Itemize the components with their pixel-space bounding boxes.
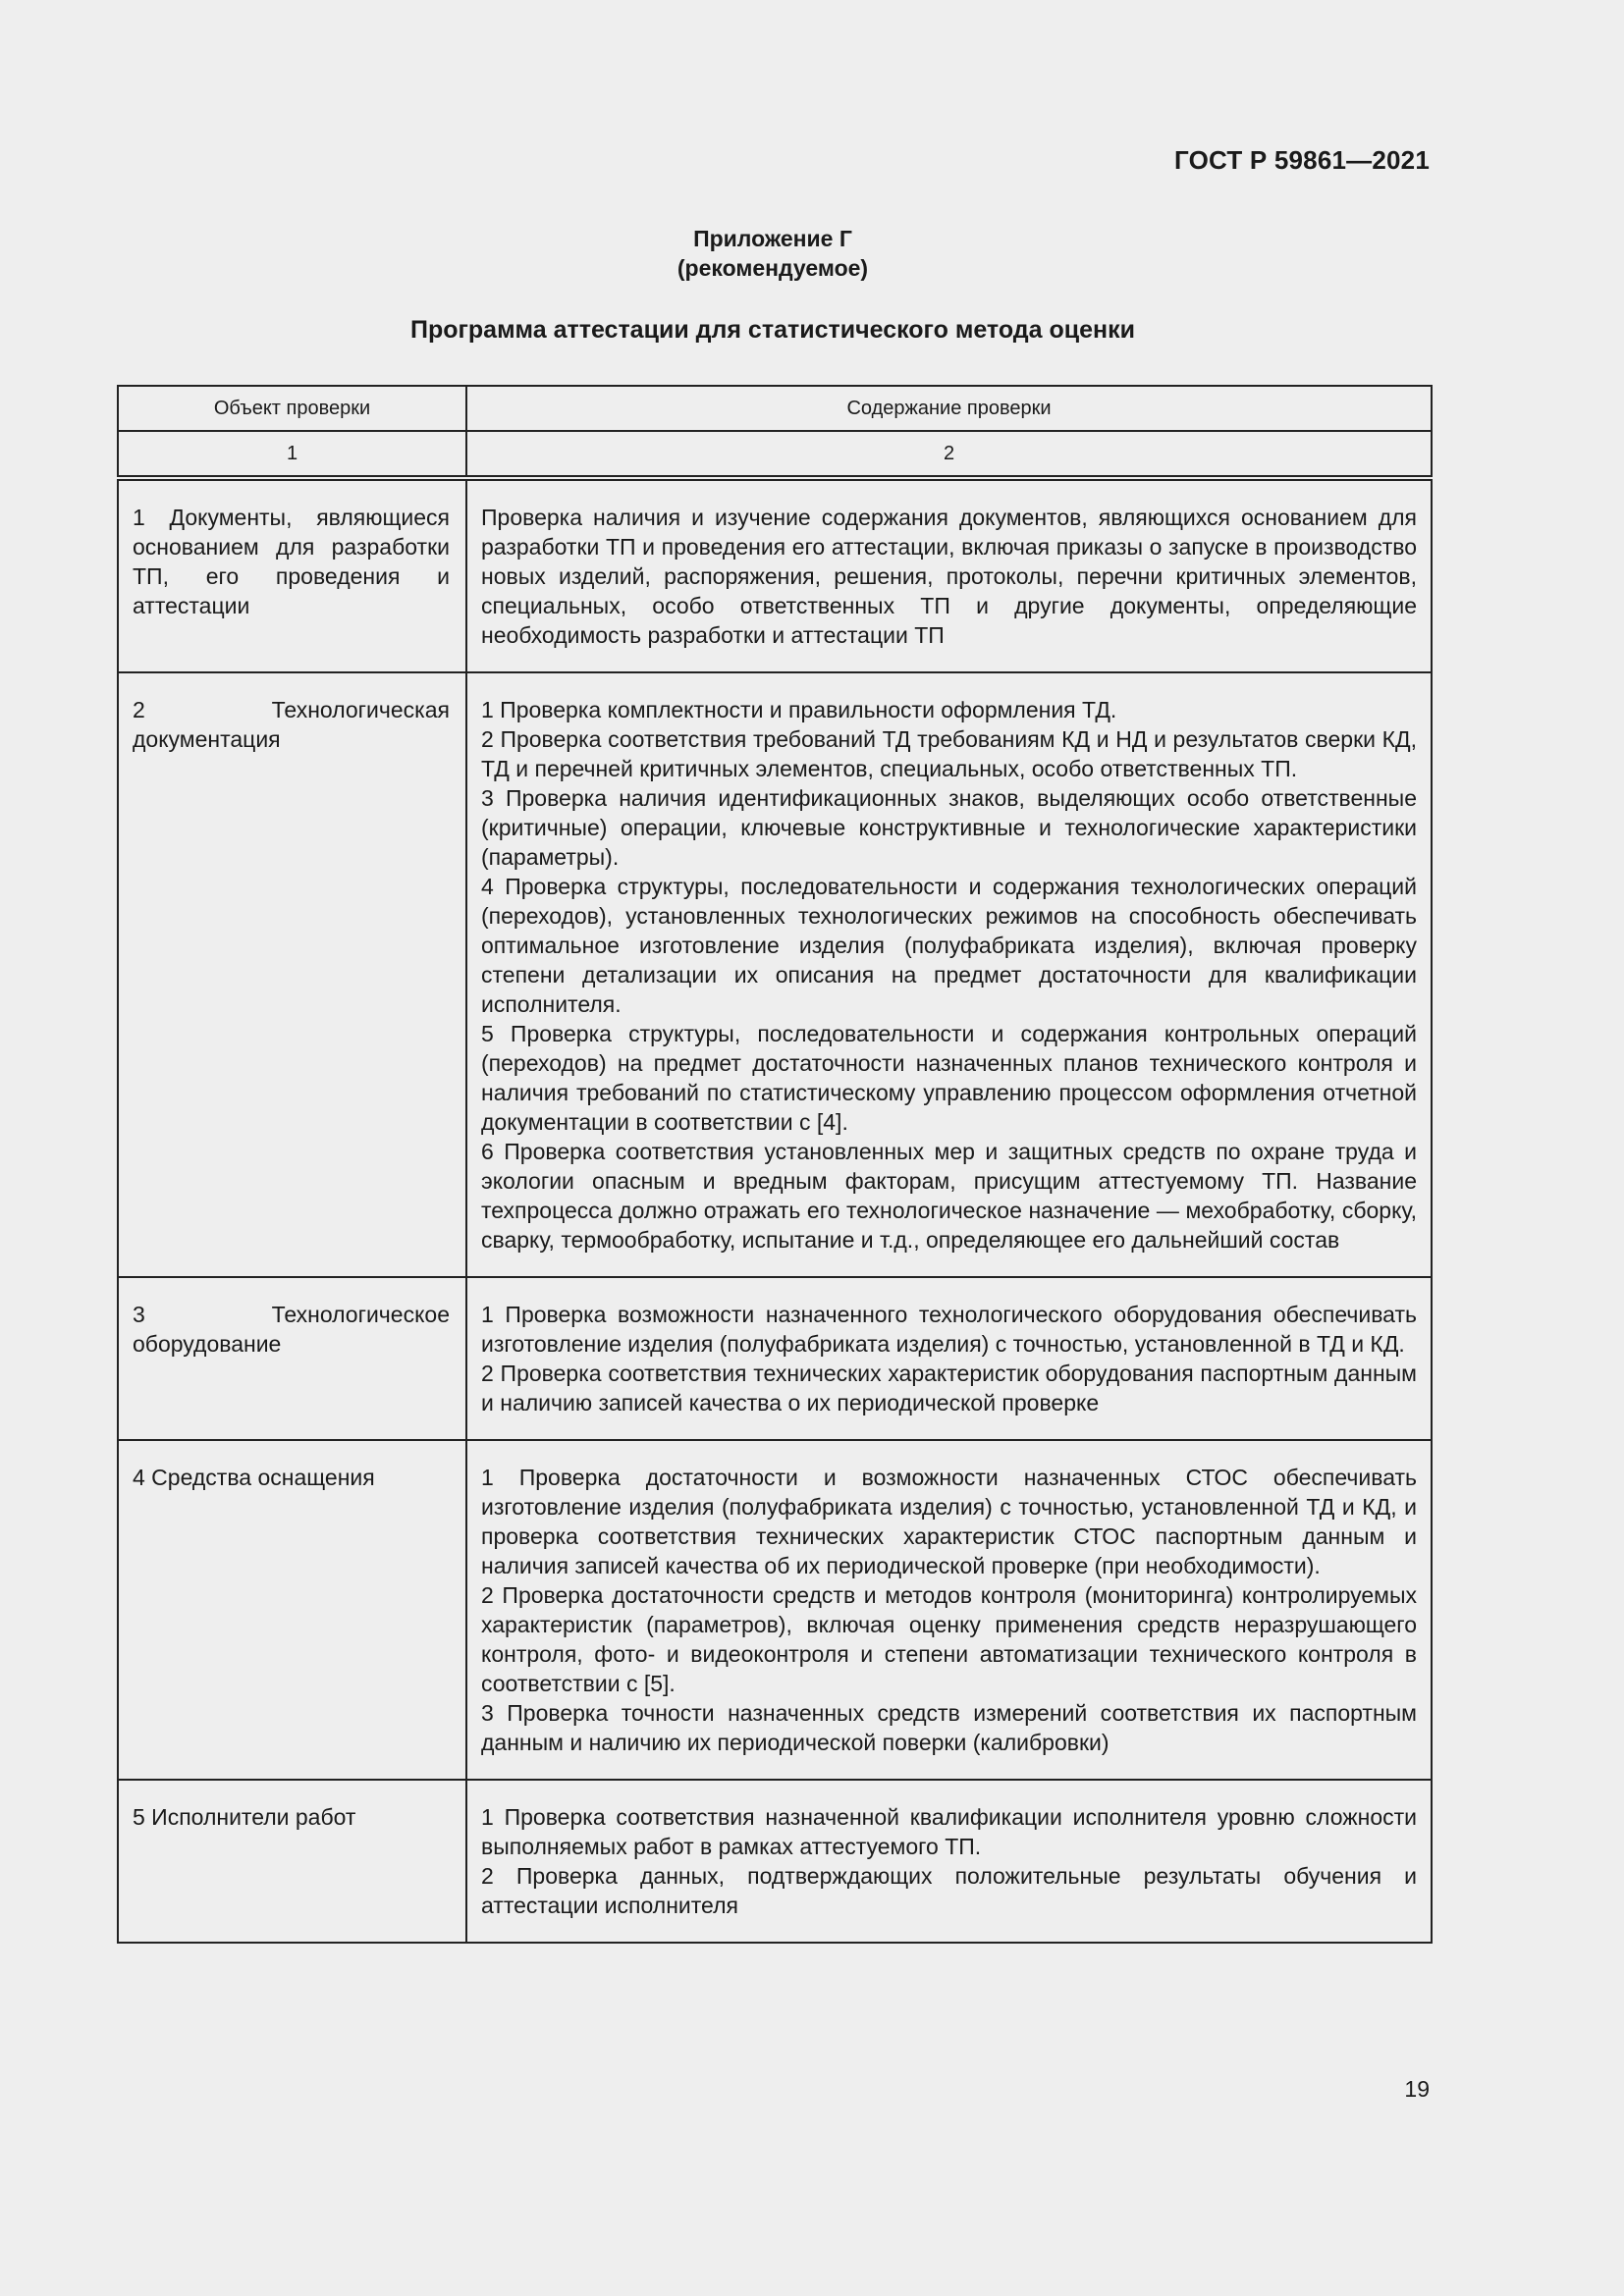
content-item: 2 Проверка данных, подтверждающих положительные результаты обучения и аттестации исполнителя xyxy=(481,1863,1417,1918)
column-number-2: 2 xyxy=(466,431,1432,478)
content-item: 2 Проверка соответствия технических характеристик оборудования паспортным данным и наличию записей качества о их периодической проверке xyxy=(481,1361,1417,1415)
content-item: 3 Проверка точности назначенных средств измерений соответствия их паспортным данным и наличию их периодической поверки (калибровки) xyxy=(481,1700,1417,1755)
appendix-heading xyxy=(0,224,1545,283)
table-cell-object: 3 Технологическое оборудование xyxy=(118,1277,466,1440)
page-number: 19 xyxy=(1404,2076,1430,2102)
table-row xyxy=(118,1277,1432,1440)
attestation-program-table xyxy=(117,385,1433,1944)
content-item: 2 Проверка достаточности средств и методов контроля (мониторинга) контролируемых характеристик (параметров), включая оценку применения средств неразрушающего контроля, фото- и видеоконтроля и степени автоматизации технического контроля в соответствии с [5]. xyxy=(481,1582,1417,1696)
table-row xyxy=(118,1440,1432,1780)
content-item: 3 Проверка наличия идентификационных знаков, выделяющих особо ответственные (критичные) операции, ключевые конструктивные и технологические характеристики (параметры). xyxy=(481,785,1417,870)
table-cell-object: 4 Средства оснащения xyxy=(118,1440,466,1780)
content-item: 5 Проверка структуры, последовательности и содержания контрольных операций (переходов) на предмет достаточности назначенных планов технического контроля и наличия требований по статистическому управлению процессом оформления отчетной документации в соответствии с [4]. xyxy=(481,1021,1417,1135)
content-item: 6 Проверка соответствия установленных мер и защитных средств по охране труда и экологии опасным и вредным факторам, присущим аттестуемому ТП. Название техпроцесса должно отражать его технологическое назначение — мехобработку, сборку, сварку, термообработку, испытание и т.д., определяющее его дальнейший состав xyxy=(481,1139,1417,1253)
content-item: 2 Проверка соответствия требований ТД требованиям КД и НД и результатов сверки КД, ТД и перечней критичных элементов, специальных, особо ответственных ТП. xyxy=(481,726,1417,781)
column-header-object: Объект проверки xyxy=(118,386,466,431)
content-item: 1 Проверка соответствия назначенной квалификации исполнителя уровню сложности выполняемых работ в рамках аттестуемого ТП. xyxy=(481,1804,1417,1859)
table-row xyxy=(118,672,1432,1277)
table-cell-content xyxy=(466,672,1432,1277)
table-cell-content xyxy=(466,1780,1432,1943)
appendix-label: Приложение Г xyxy=(693,226,852,251)
table-cell-content xyxy=(466,478,1432,672)
appendix-title: Программа аттестации для статистического метода оценки xyxy=(409,316,1136,344)
document-code: ГОСТ Р 59861—2021 xyxy=(1174,145,1430,175)
content-item: Проверка наличия и изучение содержания документов, являющихся основанием для разработки ТП и проведения его аттестации, включая приказы о запуске в производство новых изделий, распоряжения, решения, протоколы, перечни критичных элементов, специальных, особо ответственных ТП и другие документы, определяющие необходимость разработки и аттестации ТП xyxy=(481,505,1417,648)
appendix-status: (рекомендуемое) xyxy=(677,255,869,281)
content-item: 1 Проверка комплектности и правильности оформления ТД. xyxy=(481,697,1117,722)
table-cell-content xyxy=(466,1277,1432,1440)
table-row xyxy=(118,1780,1432,1943)
table-cell-content xyxy=(466,1440,1432,1780)
table-header-row xyxy=(118,386,1432,431)
column-header-content: Содержание проверки xyxy=(466,386,1432,431)
table-cell-object: 5 Исполнители работ xyxy=(118,1780,466,1943)
table-row xyxy=(118,478,1432,672)
content-item: 1 Проверка достаточности и возможности назначенных СТОС обеспечивать изготовление изделия (полуфабриката изделия) с точностью, установленной ТД и КД, и проверка соответствия технических характеристик СТОС паспортным данным и наличия записей качества об их периодической проверке (при необходимости). xyxy=(481,1465,1417,1578)
content-item: 4 Проверка структуры, последовательности и содержания технологических операций (переходов), установленных технологических режимов на способность обеспечивать оптимальное изготовление изделия (полуфабриката изделия), включая проверку степени детализации их описания на предмет достаточности для квалификации исполнителя. xyxy=(481,874,1417,1017)
table-column-number-row xyxy=(118,431,1432,478)
table-cell-object: 2 Технологическая документация xyxy=(118,672,466,1277)
content-item: 1 Проверка возможности назначенного технологического оборудования обеспечивать изготовление изделия (полуфабриката изделия) с точностью, установленной в ТД и КД. xyxy=(481,1302,1417,1357)
column-number-1: 1 xyxy=(118,431,466,478)
table-cell-object: 1 Документы, являющиеся основанием для разработки ТП, его проведения и аттестации xyxy=(118,478,466,672)
